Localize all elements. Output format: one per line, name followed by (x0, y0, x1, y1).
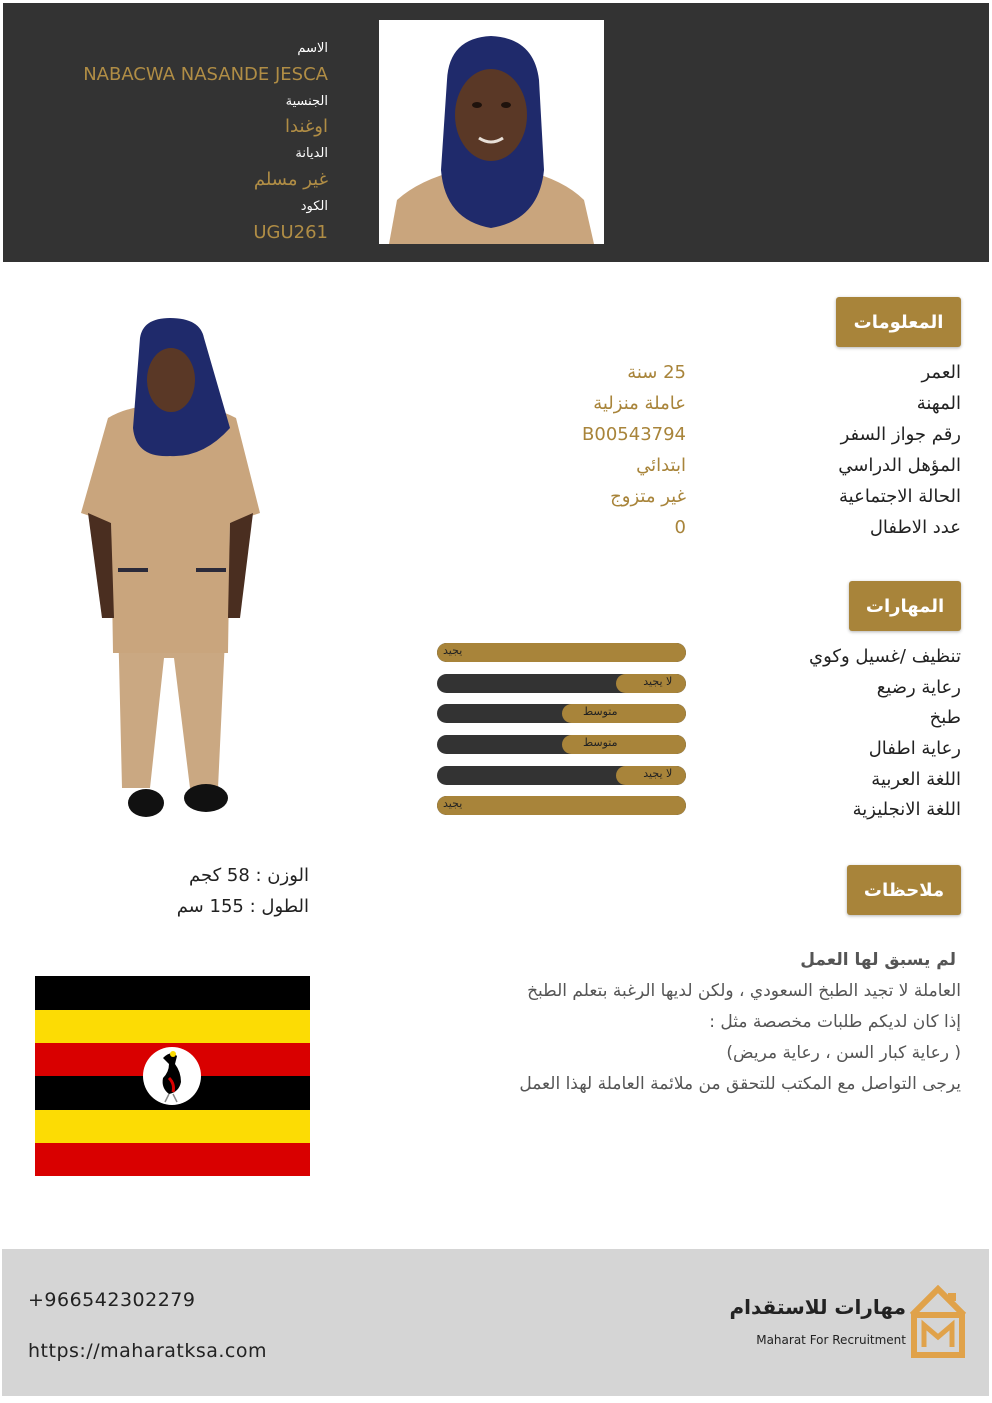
skill-level-bar (437, 643, 686, 662)
nationality-value: اوغندا (285, 116, 328, 137)
height-value: الطول : 155 سم (176, 896, 309, 917)
info-label-age: العمر (921, 362, 961, 383)
code-label: الكود (300, 199, 328, 214)
phone-number[interactable]: +966542302279 (28, 1289, 196, 1311)
weight-value: الوزن : 58 كجم (189, 865, 309, 886)
info-value-age: 25 سنة (627, 362, 686, 383)
section-info-title: المعلومات (836, 297, 961, 347)
code-value: UGU261 (253, 222, 328, 243)
skill-label: طبخ (929, 707, 961, 728)
section-skills-title: المهارات (849, 581, 961, 631)
logo-english-text: Maharat For Recruitment (756, 1333, 906, 1347)
info-value-education: ابتدائي (636, 455, 686, 476)
website-link[interactable]: https://maharatksa.com (28, 1340, 268, 1362)
notes-line: العاملة لا تجيد الطبخ السعودي ، ولكن لديها الرغبة بتعلم الطبخ (527, 981, 961, 1001)
info-label-passport: رقم جواز السفر (840, 424, 961, 445)
skill-level-bar (437, 766, 686, 785)
skill-level-fill (437, 796, 686, 815)
skill-level-text: يجيد (443, 797, 463, 810)
skill-level-text: يجيد (443, 644, 463, 657)
info-label-marital: الحالة الاجتماعية (839, 486, 961, 507)
skill-label: اللغة الانجليزية (852, 799, 961, 820)
skill-level-bar (437, 796, 686, 815)
house-logo-icon (908, 1285, 968, 1359)
name-label: الاسم (297, 41, 328, 56)
skill-level-bar (437, 735, 686, 754)
logo-arabic-text: مهارات للاستقدام (729, 1295, 906, 1319)
worker-name: NABACWA NASANDE JESCA (83, 64, 328, 85)
notes-headline: لم يسبق لها العمل (800, 950, 956, 970)
skill-level-text: متوسط (582, 736, 618, 749)
nationality-label: الجنسية (285, 94, 328, 109)
uganda-flag (35, 976, 310, 1176)
info-value-marital: غير متزوج (610, 486, 686, 507)
company-logo (729, 1285, 972, 1360)
skill-label: رعاية رضيع (876, 677, 961, 698)
info-value-children: 0 (674, 517, 686, 538)
info-label-education: المؤهل الدراسي (838, 455, 961, 476)
info-label-profession: المهنة (916, 393, 961, 414)
religion-label: الديانة (295, 146, 328, 161)
skill-label: اللغة العربية (871, 769, 961, 790)
notes-line: إذا كان لديكم طلبات مخصصة مثل : (709, 1012, 961, 1032)
skill-level-text: لا يجيد (643, 767, 673, 780)
notes-line: يرجى التواصل مع المكتب للتحقق من ملائمة العاملة لهذا العمل (519, 1074, 961, 1094)
skill-level-bar (437, 674, 686, 693)
section-notes-title: ملاحظات (847, 865, 961, 915)
full-body-photo (78, 318, 263, 833)
info-value-profession: عاملة منزلية (593, 393, 686, 414)
footer (2, 1249, 989, 1396)
skill-level-text: متوسط (582, 705, 618, 718)
religion-value: غير مسلم (253, 169, 328, 190)
skill-label: تنظيف /غسيل وكوي (809, 646, 961, 667)
skill-level-text: لا يجيد (643, 675, 673, 688)
notes-line: ( رعاية كبار السن ، رعاية مريض) (726, 1043, 961, 1063)
info-value-passport: B00543794 (582, 424, 686, 445)
info-label-children: عدد الاطفال (869, 517, 961, 538)
skill-level-fill (437, 643, 686, 662)
skill-level-fill (562, 704, 687, 723)
portrait-photo (379, 20, 604, 244)
skill-label: رعاية اطفال (868, 738, 961, 759)
skill-level-fill (562, 735, 687, 754)
skill-level-bar (437, 704, 686, 723)
